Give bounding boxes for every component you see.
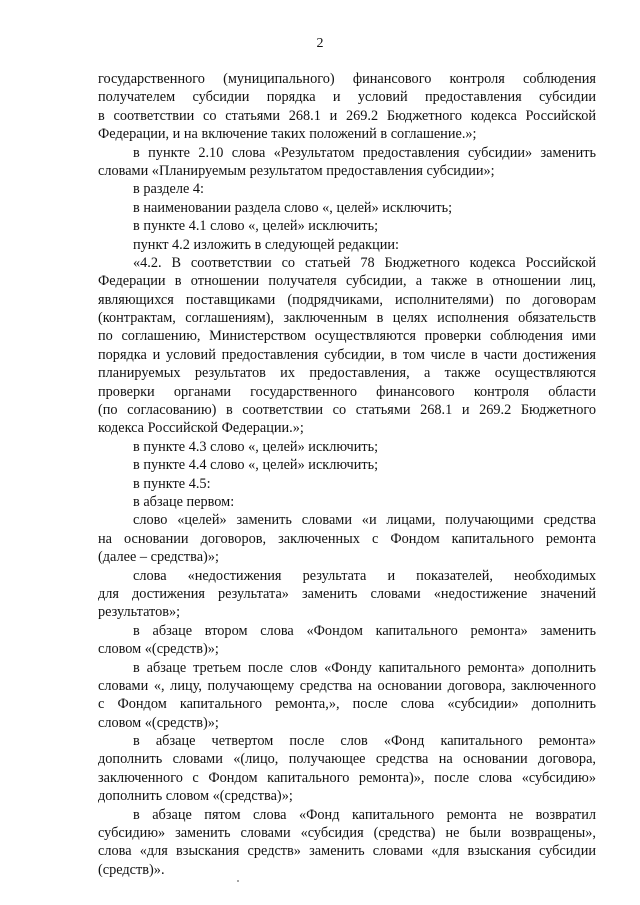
text-line: порядка и условий предоставления субсидии, в том числе в части достижения: [98, 346, 596, 363]
text-line: в разделе 4:: [133, 181, 205, 198]
text-line: для достижения результата» заменить словами «недостижение значений: [98, 585, 596, 602]
text-line: «4.2. В соответствии со статьей 78 Бюджетного кодекса Российской: [133, 254, 596, 271]
text-line: на основании договоров, заключенных с Фондом капитального ремонта: [98, 530, 596, 547]
text-line: в соответствии со статьями 268.1 и 269.2 Бюджетного кодекса Российской: [98, 107, 596, 124]
text-line: заключенного с Фондом капитального ремонта)», после слова «субсидию»: [98, 769, 596, 786]
text-line: дополнить словами «(лицо, получающее средства на основании договора,: [98, 751, 596, 768]
text-line: в абзаце первом:: [133, 493, 235, 510]
text-line: являющихся поставщиками (подрядчиками, исполнителями) по договорам: [98, 291, 596, 308]
text-line: в пункте 4.3 слово «, целей» исключить;: [133, 438, 379, 455]
text-line: в абзаце пятом слова «Фонд капитального ремонта не возвратил: [133, 806, 596, 823]
text-line: (далее – средства)»;: [98, 549, 219, 566]
text-line: государственного (муниципального) финансового контроля соблюдения: [98, 71, 596, 87]
text-line: словом «(средств)»;: [98, 714, 219, 731]
document-body: [98, 70, 596, 879]
text-line: в пункте 4.5:: [133, 475, 211, 492]
scan-speck: [237, 880, 239, 882]
text-line: в абзаце четвертом после слов «Фонд капитального ремонта»: [133, 733, 596, 750]
text-line: Федерации в отношении получателя субсидии, а также в отношении лиц,: [98, 273, 596, 290]
text-line: словами «Планируемым результатом предоставления субсидии»;: [98, 162, 495, 179]
text-line: дополнить словом «(средства)»;: [98, 788, 293, 805]
text-line: слова «недостижения результата и показателей, необходимых: [133, 567, 596, 584]
text-line: слова «для взыскания средств» заменить словами «для взыскания субсидии: [98, 843, 596, 860]
page-number: 2: [316, 36, 324, 51]
text-line: результатов»;: [98, 604, 181, 621]
text-line: словом «(средств)»;: [98, 641, 219, 658]
text-line: в наименовании раздела слово «, целей» исключить;: [133, 199, 453, 216]
text-line: (контрактам, соглашениям), заключенным в целях исполнения обязательств: [98, 310, 596, 327]
text-line: субсидию» заменить словами «субсидия (средства) не были возвращены»,: [98, 825, 596, 842]
text-line: проверки органами государственного финансового контроля области: [98, 383, 596, 400]
text-line: с Фондом капитального ремонта,», после слова «субсидии» дополнить: [98, 696, 596, 713]
text-line: (по согласованию) в соответствии со статьями 268.1 и 269.2 Бюджетного: [98, 402, 596, 419]
text-line: получателем субсидии порядка и условий предоставления субсидии: [98, 89, 596, 106]
text-line: планируемых результатов их предоставления, а также осуществляются: [98, 365, 596, 382]
text-line: слово «целей» заменить словами «и лицами, получающими средства: [133, 512, 596, 529]
text-line: в пункте 2.10 слова «Результатом предоставления субсидии» заменить: [133, 144, 596, 161]
text-line: в абзаце третьем после слов «Фонду капитального ремонта» дополнить: [133, 659, 596, 676]
text-line: по соглашению, Министерством осуществляются проверки соблюдения ими: [98, 328, 596, 345]
text-line: в пункте 4.4 слово «, целей» исключить;: [133, 457, 379, 474]
text-line: Федерации, и на включение таких положений в соглашение.»;: [98, 126, 477, 143]
text-line: в абзаце втором слова «Фондом капитального ремонта» заменить: [133, 622, 596, 639]
text-line: в пункте 4.1 слово «, целей» исключить;: [133, 218, 379, 235]
text-line: пункт 4.2 изложить в следующей редакции:: [133, 236, 400, 253]
text-line: словами «, лицу, получающему средства на основании договора, заключенного: [98, 677, 596, 694]
text-line: кодекса Российской Федерации.»;: [98, 420, 304, 437]
text-line: (средств)».: [98, 861, 165, 878]
